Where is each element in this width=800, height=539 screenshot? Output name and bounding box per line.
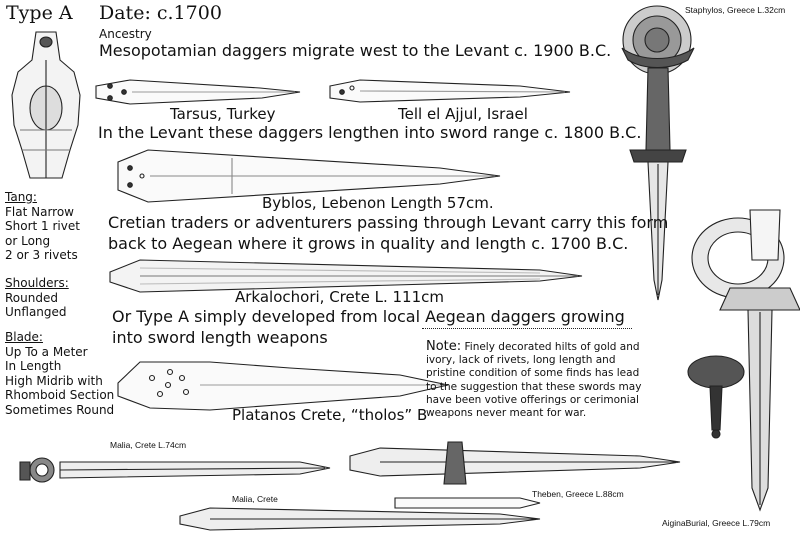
- blade-line: Sometimes Round: [5, 402, 115, 417]
- shoulders-line: Unflanged: [5, 305, 67, 319]
- narrative-line-6: into sword length weapons: [112, 328, 328, 347]
- tang-line: Short 1 rivet: [5, 219, 80, 233]
- caption-byblos: Byblos, Lebenon Length 57cm.: [262, 194, 494, 212]
- narrative-line-4: back to Aegean where it grows in quality and length c. 1700 B.C.: [108, 234, 629, 253]
- caption-tarsus: Tarsus, Turkey: [170, 105, 276, 123]
- narrative-line-1: Mesopotamian daggers migrate west to the Levant c. 1900 B.C.: [99, 41, 612, 60]
- tang-heading: Tang:: [5, 190, 37, 204]
- theben-sword: [350, 442, 680, 484]
- caption-staphylos: Staphylos, Greece L.32cm: [685, 5, 786, 15]
- caption-platanos: Platanos Crete, “tholos” B: [232, 406, 428, 424]
- caption-arkalochori: Arkalochori, Crete L. 111cm: [235, 288, 444, 306]
- shoulders-heading: Shoulders:: [5, 276, 69, 290]
- narrative-line-2: In the Levant these daggers lengthen into sword range c. 1800 B.C.: [98, 123, 642, 142]
- caption-malia-1: Malia, Crete L.74cm: [110, 440, 187, 450]
- divider: [422, 328, 632, 329]
- staphylos-dagger: [622, 6, 694, 300]
- sidebar-blade: [5, 330, 114, 417]
- sidebar-tang: [5, 190, 80, 263]
- sidebar-shoulders: [5, 276, 69, 320]
- tang-line: 2 or 3 rivets: [5, 248, 78, 262]
- caption-malia-2: Malia, Crete: [232, 494, 278, 504]
- tarsus-dagger: [96, 80, 300, 104]
- malia-sword-1: [20, 458, 330, 482]
- caption-theben: Theben, Greece L.88cm: [532, 489, 624, 499]
- blade-line: In Length: [5, 359, 62, 373]
- note-text: Finely decorated hilts of gold and ivory, lack of rivets, long length and pristine condition of some finds has lead to the suggestion that these swords may have been votive offerings or cerimonial weapons never meant for war.: [426, 341, 642, 420]
- date-label: Date: c.1700: [99, 2, 222, 24]
- tell-dagger: [330, 80, 570, 102]
- tang-line: Flat Narrow: [5, 204, 74, 219]
- narrative-line-3: Cretian traders or adventurers passing through Levant carry this form: [108, 213, 669, 232]
- narrative-line-5: Or Type A simply developed from local Aegean daggers growing: [112, 307, 625, 326]
- hilt-drawing: [12, 32, 80, 178]
- caption-aigina: AiginaBurial, Greece L.79cm: [662, 518, 771, 528]
- blade-line: Rhomboid Section: [5, 388, 115, 402]
- shoulders-line: Rounded: [5, 290, 58, 305]
- ancestry-label: Ancestry: [99, 27, 152, 41]
- tang-line: or Long: [5, 233, 51, 248]
- blade-line: Up To a Meter: [5, 344, 88, 359]
- blade-line: High Midrib with: [5, 373, 103, 388]
- note-label: Note:: [426, 339, 462, 354]
- type-label: Type A: [6, 2, 73, 24]
- aigina-sword: [688, 210, 800, 510]
- blade-heading: Blade:: [5, 330, 43, 344]
- caption-tell: Tell el Ajjul, Israel: [398, 105, 528, 123]
- platanos-dagger: [118, 362, 448, 410]
- note-block: [426, 340, 642, 420]
